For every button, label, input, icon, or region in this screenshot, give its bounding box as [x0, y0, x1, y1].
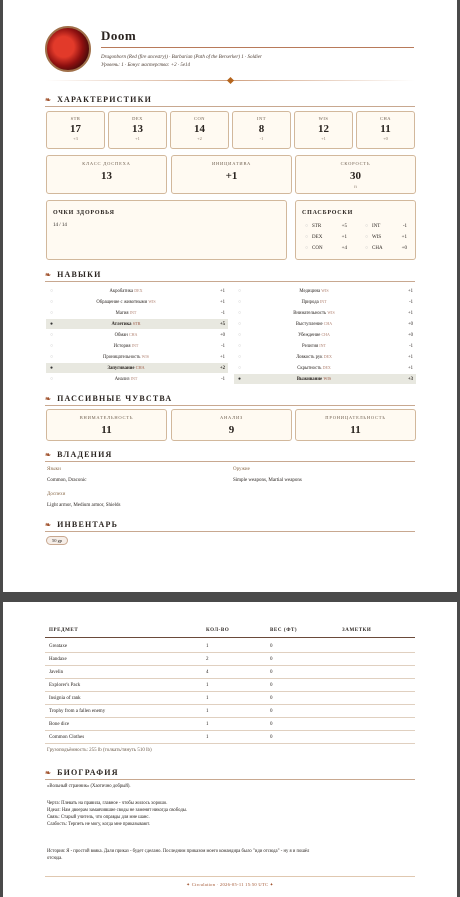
proficiency-dot-icon: ○: [238, 343, 242, 349]
languages-value: Common, Draconic: [47, 478, 87, 483]
saves-box: [295, 200, 416, 260]
section-skills: ❧ НАВЫКИ: [45, 270, 102, 279]
skill-row: ○ Природа INT -1: [238, 299, 413, 305]
divider: [45, 405, 415, 406]
passive-1: АНАЛИЗ 9: [171, 409, 292, 441]
proficiency-dot-icon: ●: [238, 376, 242, 382]
skill-row: ○ Выступление CHA +0: [238, 321, 413, 327]
table-header: КОЛ-ВО: [206, 628, 230, 633]
proficiency-dot-icon: ●: [50, 365, 54, 371]
ability-5: CHA 11 +0: [356, 111, 415, 149]
proficiency-dot-icon: ○: [50, 310, 54, 316]
section-proficiencies: ❧ ВЛАДЕНИЯ: [45, 450, 113, 459]
feather-icon: ❧: [45, 96, 53, 104]
proficiency-dot-icon: ○: [238, 321, 242, 327]
hp-value: 14 / 14: [53, 223, 67, 228]
section-inventory: ❧ ИНВЕНТАРЬ: [45, 520, 119, 529]
skill-row: ○ Религия INT -1: [238, 343, 413, 349]
saving-throw-1: ○ INT -1: [365, 224, 407, 229]
coin-badge: 50 gp: [46, 536, 68, 545]
skill-row: ○ Обращение с животными WIS +1: [50, 299, 225, 305]
avatar: [45, 26, 91, 72]
divider: [45, 637, 415, 638]
armor-label: Доспехи: [47, 492, 66, 497]
skill-row: ○ Скрытность DEX +1: [238, 365, 413, 371]
weapons-value: Simple weapons, Martial weapons: [233, 478, 302, 483]
skill-row: ○ Убеждение CHA +0: [238, 332, 413, 338]
combat-stat-2: СКОРОСТЬ 30 ft: [295, 155, 416, 194]
skill-row: ○ Ловкость рук DEX +1: [238, 354, 413, 360]
passive-2: ПРОНИЦАТЕЛЬНОСТЬ 11: [295, 409, 416, 441]
saving-throw-3: ○ WIS +1: [365, 235, 407, 240]
character-summary: Dragonborn (Red (fire ancestry)) · Barbarian (Path of the Berserker) 1 · Soldier: [101, 55, 262, 60]
table-header: ЗАМЕТКИ: [342, 628, 372, 633]
divider: [45, 106, 415, 107]
proficiency-dot-icon: ○: [238, 354, 242, 360]
combat-stat-0: КЛАСС ДОСПЕХА 13: [46, 155, 167, 194]
section-bio: ❧ БИОГРАФИЯ: [45, 768, 119, 777]
bio-line: Связь: Старый учитель, что оправды для мне шанс.: [47, 815, 150, 820]
saves-title: СПАСБРОСКИ: [302, 210, 354, 216]
table-row: Trophy from a fallen enemy 1 0: [45, 705, 415, 718]
skill-row: ○ Проницательность WIS +1: [50, 354, 225, 360]
table-row: Common Clothes 1 0: [45, 731, 415, 744]
proficiency-dot-icon: ○: [238, 299, 242, 305]
table-row: Bone dice 1 0: [45, 718, 415, 731]
footer: ✦ Circulation · 2026-05-11 15:50 UTC ✦: [186, 882, 274, 887]
ability-2: CON 14 +2: [170, 111, 229, 149]
divider: [45, 779, 415, 780]
feather-icon: ❧: [45, 271, 53, 279]
proficiency-dot-icon: ○: [50, 343, 54, 349]
proficiency-dot-icon: ○: [50, 354, 54, 360]
proficiency-dot-icon: ○: [50, 376, 54, 382]
character-name: Doom: [101, 28, 137, 43]
table-row: Handaxe 2 0: [45, 653, 415, 666]
armor-value: Light armor, Medium armor, Shields: [47, 503, 121, 508]
hp-title: ОЧКИ ЗДОРОВЬЯ: [53, 210, 115, 216]
feather-icon: ❧: [45, 521, 53, 529]
table-header: ВЕС (ФТ): [270, 628, 298, 633]
bio-line: отсюда.: [47, 856, 63, 861]
table-row: Insignia of rank 1 0: [45, 692, 415, 705]
table-row: Javelin 4 0: [45, 666, 415, 679]
proficiency-dot-icon: ○: [238, 332, 242, 338]
saving-throw-5: ○ CHA +0: [365, 246, 407, 251]
divider: [45, 461, 415, 462]
skill-row: ○ Магия INT -1: [50, 310, 225, 316]
skill-row: ● Выживание WIS +3: [234, 374, 416, 384]
bio-line: Идеал: Нам двоерам замаячившие своды не заменят никогда свободы.: [47, 808, 188, 813]
saving-throw-2: ○ DEX +1: [305, 235, 347, 240]
table-header: ПРЕДМЕТ: [49, 628, 79, 633]
bio-line: История: Я - простой вояка. Дали приказ - будет сделано. Последним приказом моего командира было "иди отсюда" - ну я и пошёл: [47, 849, 310, 854]
table-row: Greataxe 1 0: [45, 640, 415, 653]
proficiency-dot-icon: ○: [238, 365, 242, 371]
weapons-label: Оружие: [233, 467, 250, 472]
bio-line: Черта: Плевать на правила, главное - чтобы жилось хорошо.: [47, 801, 168, 806]
skill-row: ○ Акробатика DEX +1: [50, 288, 225, 294]
saving-throw-4: ○ CON +4: [305, 246, 347, 251]
skill-row: ○ История INT -1: [50, 343, 225, 349]
skill-row: ○ Обман CHA +0: [50, 332, 225, 338]
table-row: Explorer's Pack 1 0: [45, 679, 415, 692]
ability-4: WIS 12 +1: [294, 111, 353, 149]
divider: [45, 876, 415, 877]
combat-stat-1: ИНИЦИАТИВА +1: [171, 155, 292, 194]
proficiency-dot-icon: ●: [50, 321, 54, 327]
languages-label: Языки: [47, 467, 61, 472]
skill-row: ● Атлетика STR +5: [46, 319, 228, 329]
skill-row: ○ Медицина WIS +1: [238, 288, 413, 294]
proficiency-dot-icon: ○: [50, 332, 54, 338]
ability-1: DEX 13 +1: [108, 111, 167, 149]
carry-capacity: Грузоподъёмность: 255 lb (толкать/тянуть 510 lb): [47, 748, 152, 753]
ability-3: INT 8 -1: [232, 111, 291, 149]
section-passive: ❧ ПАССИВНЫЕ ЧУВСТВА: [45, 394, 173, 403]
passive-0: ВНИМАТЕЛЬНОСТЬ 11: [46, 409, 167, 441]
skill-row: ○ Внимательность WIS +1: [238, 310, 413, 316]
section-abilities: ❧ ХАРАКТЕРИСТИКИ: [45, 95, 153, 104]
proficiency-dot-icon: ○: [238, 310, 242, 316]
proficiency-dot-icon: ○: [50, 299, 54, 305]
character-level: Уровень: 1 · Бонус мастерства: +2 · 5e14: [101, 63, 191, 68]
skill-row: ● Запугивание CHA +2: [46, 363, 228, 373]
bio-line: «Вольный странник» (Хаотично добрый).: [47, 784, 131, 789]
divider: [45, 281, 415, 282]
saving-throw-0: ○ STR +5: [305, 224, 347, 229]
skill-row: ○ Анализ INT -1: [50, 376, 225, 382]
divider: [101, 47, 414, 48]
proficiency-dot-icon: ○: [238, 288, 242, 294]
feather-icon: ❧: [45, 769, 53, 777]
proficiency-dot-icon: ○: [50, 288, 54, 294]
feather-icon: ❧: [45, 451, 53, 459]
bio-line: Слабость: Терпеть не могу, когда мне приказывают.: [47, 822, 151, 827]
feather-icon: ❧: [45, 395, 53, 403]
hp-box: [46, 200, 287, 260]
ability-0: STR 17 +3: [46, 111, 105, 149]
divider: [45, 531, 415, 532]
